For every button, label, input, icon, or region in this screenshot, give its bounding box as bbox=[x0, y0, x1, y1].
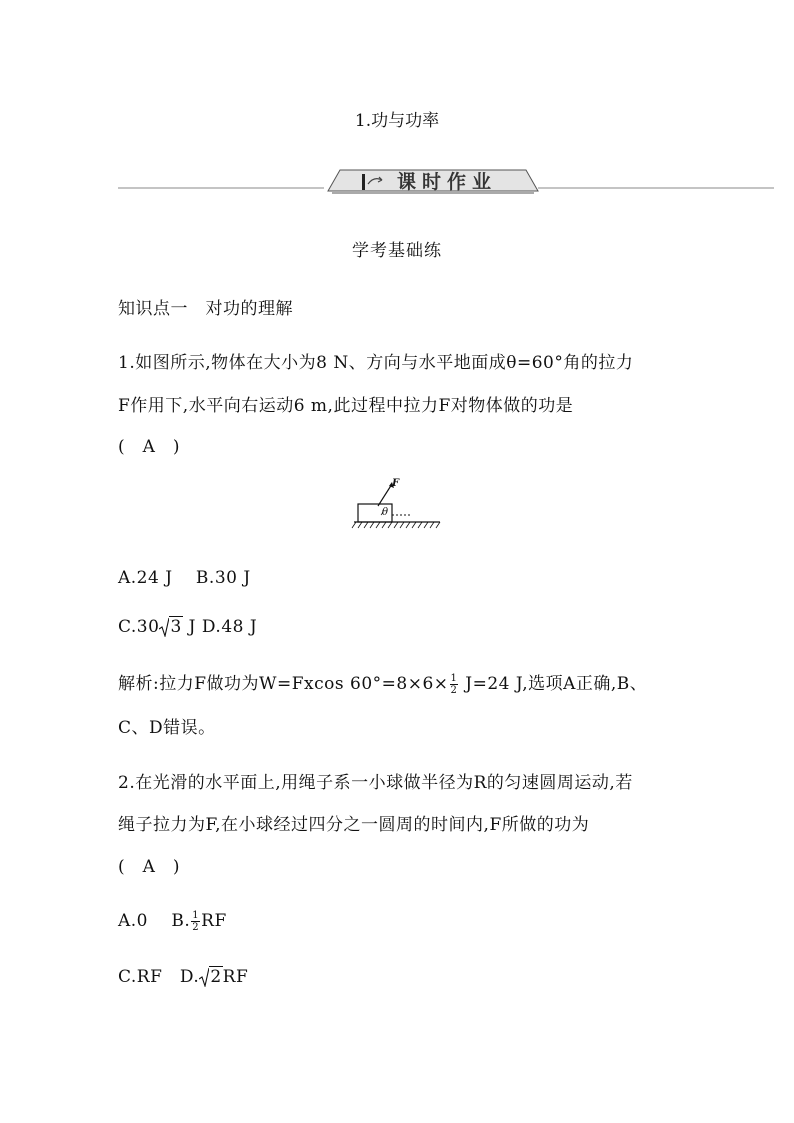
q2-option-b-fraction bbox=[191, 910, 200, 933]
q2-options-cd bbox=[118, 962, 248, 987]
section-heading: 学考基础练 bbox=[352, 241, 442, 261]
knowledge-point-heading: 知识点一 对功的理解 bbox=[118, 299, 293, 319]
q2-option-c: C.RF D. bbox=[118, 967, 200, 987]
q2-answer: ( A ) bbox=[118, 857, 181, 877]
q2-stem-line1: 2.在光滑的水平面上,用绳子系一小球做半径为R的匀速圆周运动,若 bbox=[118, 773, 633, 793]
q2-option-b-suffix: RF bbox=[201, 911, 227, 931]
q1-option-c-radicand: 3 bbox=[170, 617, 182, 637]
fraction-denominator: 2 bbox=[450, 685, 458, 696]
sqrt-symbol bbox=[159, 617, 182, 637]
q2-option-d-radicand: 2 bbox=[210, 967, 222, 987]
force-label: F bbox=[392, 478, 400, 489]
q1-option-c-prefix: C.30 bbox=[118, 617, 160, 637]
q1-stem-line2: F作用下,水平向右运动6 m,此过程中拉力F对物体做的功是 bbox=[118, 396, 574, 416]
analysis-suffix: J=24 J,选项A正确,B、 bbox=[459, 674, 648, 694]
fraction-numerator: 1 bbox=[192, 910, 200, 921]
q1-option-c-suffix: J D.48 J bbox=[182, 617, 258, 637]
q2-options-ab bbox=[118, 906, 227, 933]
q1-force-diagram bbox=[350, 478, 445, 530]
analysis-fraction bbox=[450, 673, 459, 696]
q1-stem-line1: 1.如图所示,物体在大小为8 N、方向与水平地面成θ=60°角的拉力 bbox=[118, 353, 634, 373]
q1-analysis-line2: C、D错误。 bbox=[118, 718, 216, 738]
radical-icon bbox=[159, 617, 169, 637]
q1-answer: ( A ) bbox=[118, 437, 181, 457]
fraction-numerator: 1 bbox=[450, 673, 458, 684]
page-title: 1.功与功率 bbox=[354, 111, 440, 131]
q1-options-cd bbox=[118, 617, 257, 637]
fraction-denominator: 2 bbox=[192, 922, 200, 933]
q2-option-a: A.0 B. bbox=[118, 911, 191, 931]
q1-options-ab: A.24 J B.30 J bbox=[118, 568, 251, 588]
q2-stem-line2: 绳子拉力为F,在小球经过四分之一圆周的时间内,F所做的功为 bbox=[118, 815, 590, 835]
q1-analysis-line1 bbox=[118, 669, 647, 696]
radical-icon bbox=[199, 967, 209, 987]
sqrt-symbol bbox=[199, 967, 222, 987]
banner-label: 课时作业 bbox=[397, 171, 498, 193]
q2-option-d-suffix: RF bbox=[222, 967, 249, 987]
section-banner bbox=[118, 164, 774, 194]
angle-label: θ bbox=[382, 507, 389, 518]
analysis-prefix: 解析:拉力F做功为W=Fxcos 60°=8×6× bbox=[118, 674, 449, 694]
